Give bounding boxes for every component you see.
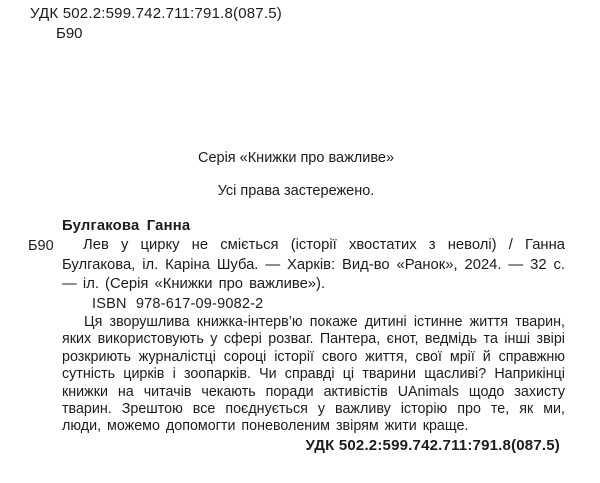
series-line: Серія «Книжки про важливе»	[197, 150, 395, 166]
udc-code-top: УДК 502.2:599.742.711:791.8(087.5)	[30, 5, 282, 22]
author-sign-entry: Б90	[28, 238, 54, 254]
isbn-line: ISBN 978-617-09-9082-2	[92, 296, 264, 312]
author-heading: Булгакова Ганна	[62, 218, 191, 234]
annotation-text: Ця зворушлива книжка-інтерв’ю покаже дитині істинне життя тварин, яких використовують у сфері розваг. Пантера, єнот, ведмідь та інші звірі розкриють журналістці сороці історії свого життя, свої мрії й справжню сутність цирків і зоопарків. Чи справді ці тварини щасливі? Наприкінці книжки на читачів чекають поради активістів UAnimals щодо захисту тварин. Зрештою все поєднується у важливу історію про те, як ми, люди, можемо допомогти поневоленим звірям жити краще.	[62, 314, 565, 435]
rights-line: Усі права застережено.	[217, 183, 375, 199]
author-sign-top: Б90	[56, 25, 83, 42]
udc-code-bottom: УДК 502.2:599.742.711:791.8(087.5)	[305, 437, 560, 454]
bibliographic-entry: Лев у цирку не сміється (історії хвостатих з неволі) / Ганна Булгакова, іл. Каріна Шуба. — Харків: Вид-во «Ранок», 2024. — 32 с. — іл. (Серія «Книжки про важливе»).	[62, 237, 565, 292]
